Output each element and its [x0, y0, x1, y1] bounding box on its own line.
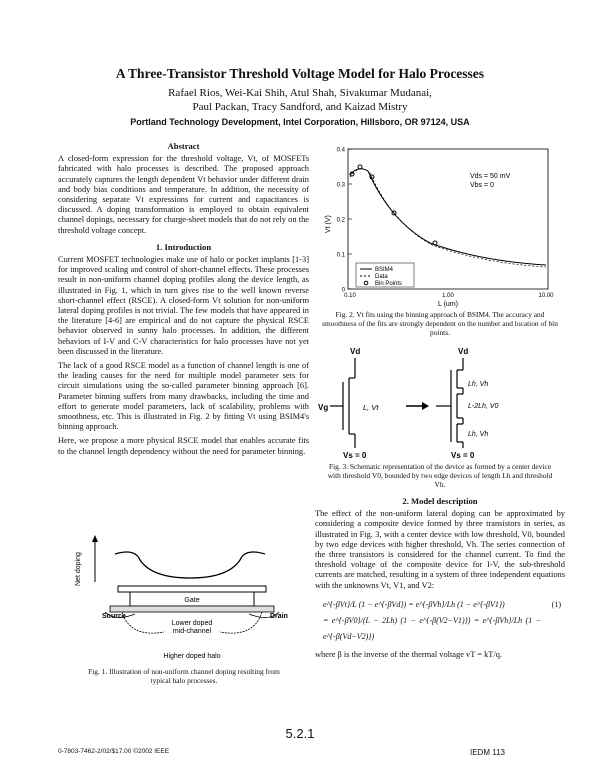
author-list [0, 86, 600, 114]
fig1-ylabel: Net doping [75, 552, 82, 586]
fig1-y-arrow [92, 535, 98, 542]
equation-line-2: = e^{-βV0}/(L − 2Lh) (1 − e^{-β(V2−V1)}) = e^{-βVh}/Lh (1 − e^{-β(Vd−V2)}) [323, 615, 541, 641]
fig1-mid-channel: mid-channel [172, 628, 212, 635]
figure-3-schematic [318, 344, 570, 460]
fig2-xtick-label: 0.10 [344, 293, 356, 299]
fig2-ytick-label: 0.2 [336, 217, 345, 224]
fig2-legend-data: Data [375, 274, 388, 280]
fig2-xtick-labels [344, 293, 554, 299]
fig2-ytick-label: 0.1 [336, 252, 345, 259]
fig1-halo-right [220, 612, 262, 633]
model-section [315, 496, 565, 660]
model-heading: 2. Model description [402, 496, 478, 506]
fig3-composite-transistors [436, 358, 463, 448]
equation-1 [315, 595, 565, 647]
fig2-ylabel: Vt (V) [325, 215, 332, 233]
model-where-text: where β is the inverse of the thermal voltage vT = kT/q. [315, 649, 502, 659]
fig1-gate-label: Gate [184, 597, 200, 604]
equation-line-1: e^{-βVt}/L (1 − e^{-βVd}) = e^{-βVh}/Lh (1 − e^{-βV1}) [323, 599, 505, 609]
fig1-lower-doped: Lower doped [171, 620, 213, 627]
intro-heading: 1. Introduction [155, 241, 212, 252]
fig1-channel [110, 606, 274, 612]
intro-paragraph-3: Here, we propose a more physical RSCE model that enables accurate fits to the channel length dependency without the need for parameter binning. [58, 436, 309, 456]
fig2-legend-bin: Bin Points [375, 281, 403, 287]
fig3-vg-left: Vg [318, 403, 329, 412]
figure-1-halo-diagram [60, 534, 310, 664]
model-paragraph-1: The effect of the non-uniform lateral doping can be approximated by considering a composite device formed by three transistors in series, as illustrated in Fig. 3, with a center device with low threshold, V0, bounded by two edge devices with higher threshold, Vh. The series connection of the three transistors is considered for the channel current. To find the threshold voltage of the composite device for I-V, the sub-threshold currents are matched, resulting in a system of three independent equations with the unknowns Vt, V1, and V2: [315, 509, 565, 590]
figure-2-vt-plot [320, 143, 570, 308]
fig3-center-device: L-2Lh, V0 [468, 403, 499, 410]
abstract-heading: Abstract [167, 141, 200, 151]
left-column [58, 141, 309, 461]
affiliation: Portland Technology Development, Intel Corporation, Hillsboro, OR 97124, USA [130, 117, 470, 127]
paper-title: A Three-Transistor Threshold Voltage Model for Halo Processes [115, 66, 485, 81]
fig3-lvt-label: L, Vt [363, 403, 379, 412]
fig3-lh-top: Lh, Vh [468, 381, 489, 388]
fig3-arrow-head [422, 402, 429, 410]
fig2-ytick-label: 0.4 [336, 147, 345, 154]
fig2-ytick-label: 0.3 [336, 182, 345, 189]
fig1-caption: Fig. 1. Illustration of non-uniform channel doping resulting from typical halo processes. [88, 667, 280, 685]
fig2-data-curve [350, 169, 546, 267]
fig1-halo-label: Higher doped halo [163, 653, 221, 660]
abstract-text: A closed-form expression for the threshold voltage, Vt, of MOSFETs fabricated with halo processes is described. The proposed approach accurately captures the length dependent Vt behavior under different drain and body bias conditions and temperature. In addition, the necessity of considering separate Vt expressions for current and capacitances is discussed. A doping transformation is employed to obtain equivalent channel dopings, necessary for charge-sheet models that do not rely on the threshold voltage concept. [58, 154, 309, 235]
fig3-vd-left: Vd [350, 347, 361, 356]
footer-copyright: 0-7803-7462-2/02/$17.00 ©2002 IEEE [58, 748, 170, 755]
authors-line-1: Rafael Rios, Wei-Kai Shih, Atul Shah, Sivakumar Mudanai, [168, 87, 432, 99]
fig1-drain-label: Drain [270, 613, 288, 620]
fig3-vs-left: Vs = 0 [343, 451, 367, 460]
fig2-xtick-label: 10.00 [538, 293, 554, 299]
intro-paragraph-1: Current MOSFET technologies make use of halo or pocket implants [1-3] for improved scaling and control of short-channel effects. These processes result in non-uniform channel doping profiles along the device length, as illustrated in Fig. 1, which in turn gives rise to the well known reverse short-channel effect (RSCE). A closed-form Vt solution for non-uniform lateral doping profiles is not trivial. The few models that have appeared in the literature [4-6] are empirical and do not capture the physical RSCE behavior observed in sunny halo processes. In addition, the different behaviors of I-V and C-V characteristics for halo processes have not yet been discussed in the literature. [58, 255, 309, 356]
intro-paragraph-2: The lack of a good RSCE model as a function of channel length is one of the leading causes for the need for multiple model parameter sets for circuit simulations using the so-called parameter binning approach [6]. Parameter binning suffers from many drawbacks, including the time and effort to generate model parameters, lack of scalability, problems with smoothness, etc. This is illustrated in Fig. 2 by fitting Vt using BSIM4's binning approach. [58, 361, 309, 432]
fig1-source-label: Source [102, 613, 126, 620]
fig3-vs-right: Vs = 0 [451, 451, 475, 460]
fig3-single-transistor [330, 358, 355, 448]
fig3-lh-bottom: Lh, Vh [468, 431, 489, 438]
fig3-vd-right: Vd [458, 347, 469, 356]
fig2-legend-model: BSIM4 [375, 267, 394, 273]
fig2-annotation-vbs: Vbs = 0 [470, 182, 494, 189]
fig2-xtick-label: 1.00 [442, 293, 454, 299]
fig1-gate-oxide [118, 586, 266, 592]
fig2-ytick-labels [337, 148, 352, 294]
fig1-doping-curve [115, 552, 265, 578]
equation-number: (1) [551, 599, 561, 609]
fig2-xlabel: L (um) [438, 301, 458, 308]
footer-page: IEDM 113 [470, 748, 505, 757]
fig2-ytick-label: 0 [341, 287, 345, 294]
fig2-caption: Fig. 2. Vt fits using the binning approach of BSIM4. The accuracy and smoothness of the fits are strongly dependent on the number and location of bin points. [322, 310, 558, 337]
fig3-caption: Fig. 3. Schematic representation of the device as formed by a center device with threshold V0, bounded by two edge devices of length Lh and threshold Vh. [327, 462, 553, 489]
authors-line-2: Paul Packan, Tracy Sandford, and Kaizad Mistry [192, 101, 408, 113]
section-number: 5.2.1 [285, 726, 315, 741]
fig2-bin-points [350, 165, 437, 245]
fig2-annotation-vds: Vds = 50 mV [470, 173, 511, 180]
fig1-halo-left [122, 612, 164, 633]
